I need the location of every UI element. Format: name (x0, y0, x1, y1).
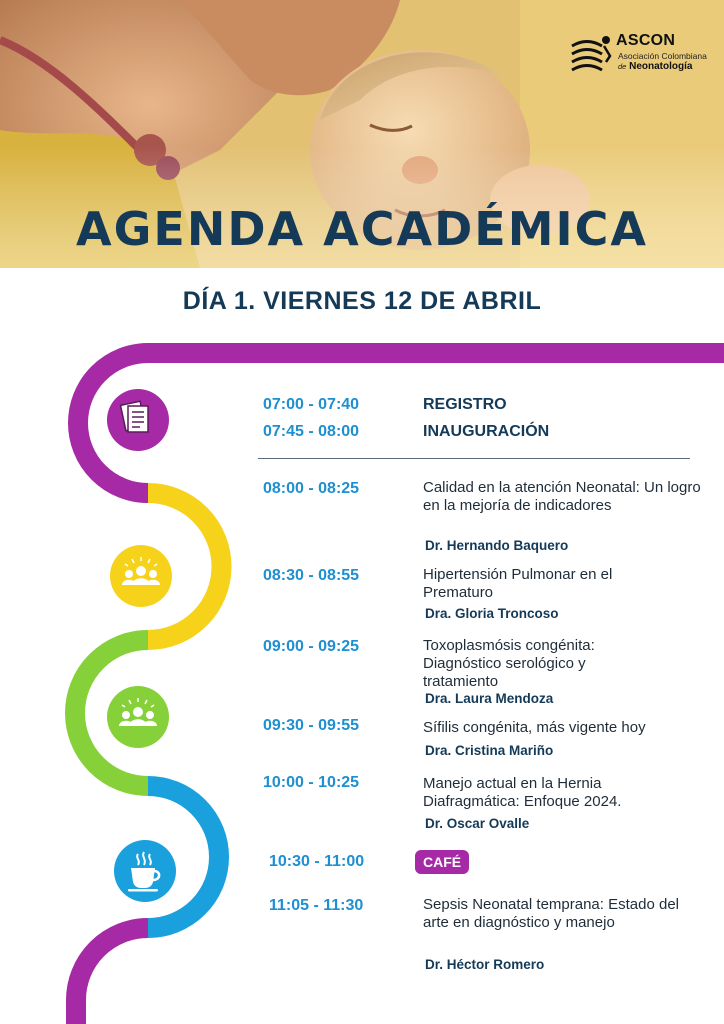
closing-session-speaker: Dr. Héctor Romero (425, 957, 545, 972)
session-speaker: Dra. Gloria Troncoso (425, 606, 559, 621)
closing-session-title: Sepsis Neonatal temprana: Estado del arte en diagnóstico y manejo (423, 896, 679, 931)
session-time: 08:30 - 08:55 (263, 567, 360, 584)
registration-label: REGISTRO (423, 396, 507, 413)
timeline-segment-purple-bottom (76, 928, 148, 1024)
session-title: Hipertensión Pulmonar en el Prematuro (423, 566, 613, 601)
logo-subtitle-prefix: de (618, 62, 627, 71)
session-speaker: Dr. Hernando Baquero (425, 538, 569, 553)
day-heading: DÍA 1. VIERNES 12 DE ABRIL (182, 287, 542, 315)
logo-subtitle-word: Neonatología (629, 61, 693, 72)
team-icon (107, 686, 169, 748)
session-time: 10:00 - 10:25 (263, 774, 360, 791)
documents-icon (107, 389, 169, 451)
session-time: 09:30 - 09:55 (263, 717, 360, 734)
session-speaker: Dra. Laura Mendoza (425, 691, 554, 706)
section-divider (258, 458, 690, 459)
inauguration-label: INAUGURACIÓN (423, 423, 550, 440)
session-title: Toxoplasmósis congénita: Diagnóstico serológico y tratamiento (423, 637, 595, 690)
team-badge (107, 686, 169, 748)
session-time: 09:00 - 09:25 (263, 638, 360, 655)
page-title: AGENDA ACADÉMICA (76, 202, 648, 256)
logo-subtitle-line1: Asociación Colombiana (618, 51, 707, 61)
session-speaker: Dr. Oscar Ovalle (425, 816, 530, 831)
logo-name: ASCON (616, 32, 676, 49)
audience-icon (110, 545, 172, 607)
inauguration-time: 07:45 - 08:00 (263, 423, 360, 440)
closing-session-time: 11:05 - 11:30 (269, 897, 364, 914)
session-time: 08:00 - 08:25 (263, 480, 360, 497)
coffee-break-badge: CAFÉ (415, 850, 469, 874)
timeline-segment-purple-top (78, 353, 724, 493)
registration-badge (107, 389, 169, 451)
session-speaker: Dra. Cristina Mariño (425, 743, 554, 758)
break-time: 10:30 - 11:00 (269, 853, 365, 870)
coffee-badge (114, 840, 176, 902)
coffee-icon (114, 840, 176, 902)
registration-time: 07:00 - 07:40 (263, 396, 360, 413)
session-title: Manejo actual en la Hernia Diafragmática: Enfoque 2024. (423, 775, 622, 810)
audience-badge (110, 545, 172, 607)
session-title: Calidad en la atención Neonatal: Un logro en la mejoría de indicadores (423, 479, 701, 514)
session-title: Sífilis congénita, más vigente hoy (423, 719, 646, 736)
